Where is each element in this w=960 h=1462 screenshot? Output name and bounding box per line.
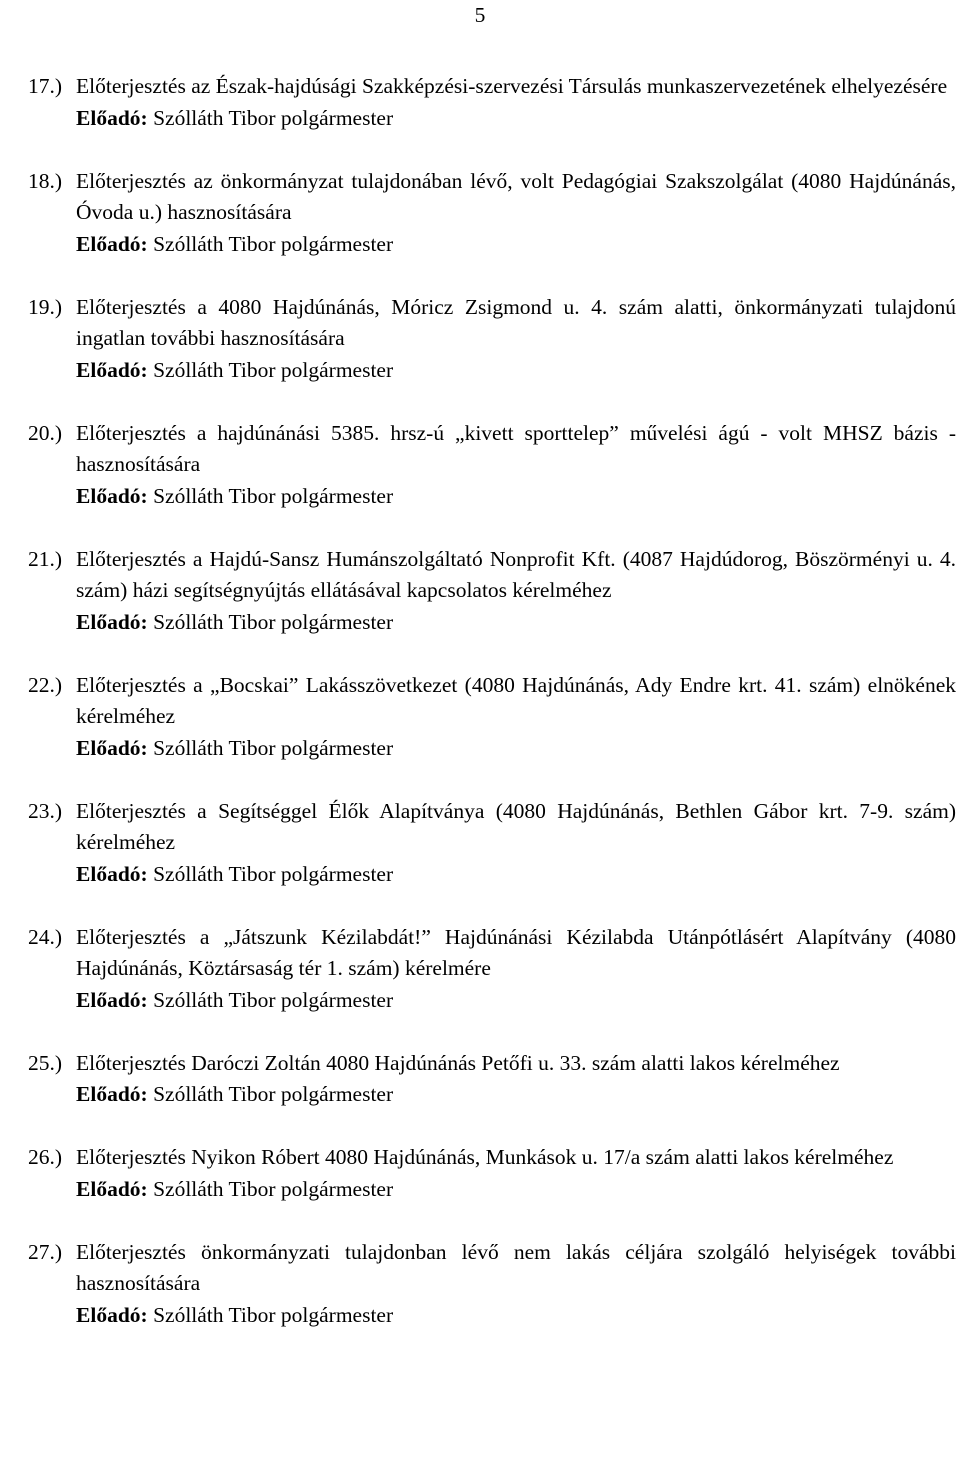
- agenda-item-number: 17.): [28, 74, 63, 98]
- presenter-line: [76, 481, 956, 513]
- presenter-label: Előadó:: [76, 861, 148, 886]
- agenda-item-title: Előterjesztés Nyikon Róbert 4080 Hajdúnánás, Munkások u. 17/a szám alatti lakos kérelméhez: [76, 1145, 894, 1169]
- presenter-line: [76, 859, 956, 891]
- agenda-item-title: Előterjesztés a „Játszunk Kézilabdát!” Hajdúnánási Kézilabda Utánpótlásért Alapítvány (4080 Hajdúnánás, Köztársaság tér 1. szám) kérelmére: [76, 924, 956, 980]
- agenda-item: [28, 1048, 956, 1111]
- presenter-line: [76, 1300, 956, 1332]
- agenda-item-number: 23.): [28, 798, 63, 823]
- presenter-label: Előadó:: [76, 231, 148, 256]
- presenter-name: Szólláth Tibor polgármester: [153, 735, 394, 760]
- agenda-item: [28, 670, 956, 765]
- presenter-line: [76, 355, 956, 387]
- presenter-name: Szólláth Tibor polgármester: [153, 861, 394, 886]
- presenter-line: [76, 1174, 956, 1206]
- presenter-label: Előadó:: [76, 735, 148, 760]
- presenter-line: [76, 1079, 956, 1111]
- presenter-line: [76, 103, 956, 135]
- agenda-item-title: Előterjesztés a Hajdú-Sansz Humánszolgáltató Nonprofit Kft. (4087 Hajdúdorog, Böszörményi u. 4. szám) házi segítségnyújtás ellátásával kapcsolatos kérelméhez: [76, 546, 956, 602]
- agenda-item-title: Előterjesztés a 4080 Hajdúnánás, Móricz Zsigmond u. 4. szám alatti, önkormányzati tulajdonú ingatlan további hasznosítására: [76, 294, 956, 350]
- presenter-name: Szólláth Tibor polgármester: [153, 483, 394, 508]
- agenda-item-number: 25.): [28, 1050, 63, 1075]
- agenda-item-number: 27.): [28, 1239, 63, 1264]
- presenter-name: Szólláth Tibor polgármester: [153, 987, 394, 1012]
- agenda-item-title: Előterjesztés Daróczi Zoltán 4080 Hajdúnánás Petőfi u. 33. szám alatti lakos kérelméhez: [76, 1050, 840, 1075]
- agenda-item: [28, 796, 956, 891]
- agenda-item-number: 19.): [28, 294, 63, 319]
- presenter-line: [76, 985, 956, 1017]
- presenter-name: Szólláth Tibor polgármester: [153, 105, 394, 130]
- presenter-name: Szólláth Tibor polgármester: [153, 231, 394, 256]
- agenda-item: [28, 166, 956, 261]
- agenda-item: [28, 418, 956, 513]
- agenda-item-title: Előterjesztés az Észak-hajdúsági Szakképzési-szervezési Társulás munkaszervezetének elhelyezésére: [76, 74, 948, 98]
- agenda-item-number: 20.): [28, 420, 63, 445]
- agenda-item-title: Előterjesztés önkormányzati tulajdonban lévő nem lakás céljára szolgáló helyiségek további hasznosítására: [76, 1239, 956, 1295]
- presenter-name: Szólláth Tibor polgármester: [153, 1302, 394, 1327]
- agenda-item-number: 21.): [28, 546, 63, 571]
- page-number: 5: [474, 3, 486, 27]
- presenter-label: Előadó:: [76, 483, 148, 508]
- agenda-item-number: 18.): [28, 168, 63, 193]
- agenda-item-number: 24.): [28, 924, 63, 949]
- presenter-name: Szólláth Tibor polgármester: [153, 357, 394, 382]
- agenda-item-title: Előterjesztés a „Bocskai” Lakásszövetkezet (4080 Hajdúnánás, Ady Endre krt. 41. szám) elnökének kérelméhez: [76, 672, 956, 728]
- presenter-name: Szólláth Tibor polgármester: [153, 1176, 394, 1201]
- agenda-item-number: 22.): [28, 672, 63, 697]
- agenda-item: [28, 292, 956, 387]
- agenda-item: [28, 922, 956, 1017]
- presenter-line: [76, 733, 956, 765]
- presenter-name: Szólláth Tibor polgármester: [153, 609, 394, 634]
- agenda-item: [28, 71, 956, 134]
- presenter-line: [76, 607, 956, 639]
- agenda-item-number: 26.): [28, 1145, 63, 1169]
- agenda-list: [28, 71, 956, 1363]
- agenda-item-title: Előterjesztés a hajdúnánási 5385. hrsz-ú „kivett sporttelep” művelési ágú - volt MHSZ bázis - hasznosítására: [76, 420, 956, 476]
- agenda-item-title: Előterjesztés az önkormányzat tulajdonában lévő, volt Pedagógiai Szakszolgálat (4080 Hajdúnánás, Óvoda u.) hasznosítására: [76, 168, 956, 224]
- presenter-label: Előadó:: [76, 1082, 148, 1106]
- presenter-label: Előadó:: [76, 609, 148, 634]
- presenter-label: Előadó:: [76, 987, 148, 1012]
- presenter-label: Előadó:: [76, 1176, 148, 1201]
- agenda-item: [28, 1237, 956, 1332]
- presenter-label: Előadó:: [76, 1302, 148, 1327]
- agenda-item: [28, 1142, 956, 1205]
- agenda-item: [28, 544, 956, 639]
- presenter-label: Előadó:: [76, 105, 148, 130]
- agenda-item-title: Előterjesztés a Segítséggel Élők Alapítványa (4080 Hajdúnánás, Bethlen Gábor krt. 7-9. szám) kérelméhez: [76, 798, 956, 854]
- presenter-label: Előadó:: [76, 357, 148, 382]
- presenter-line: [76, 229, 956, 261]
- presenter-name: Szólláth Tibor polgármester: [153, 1082, 394, 1106]
